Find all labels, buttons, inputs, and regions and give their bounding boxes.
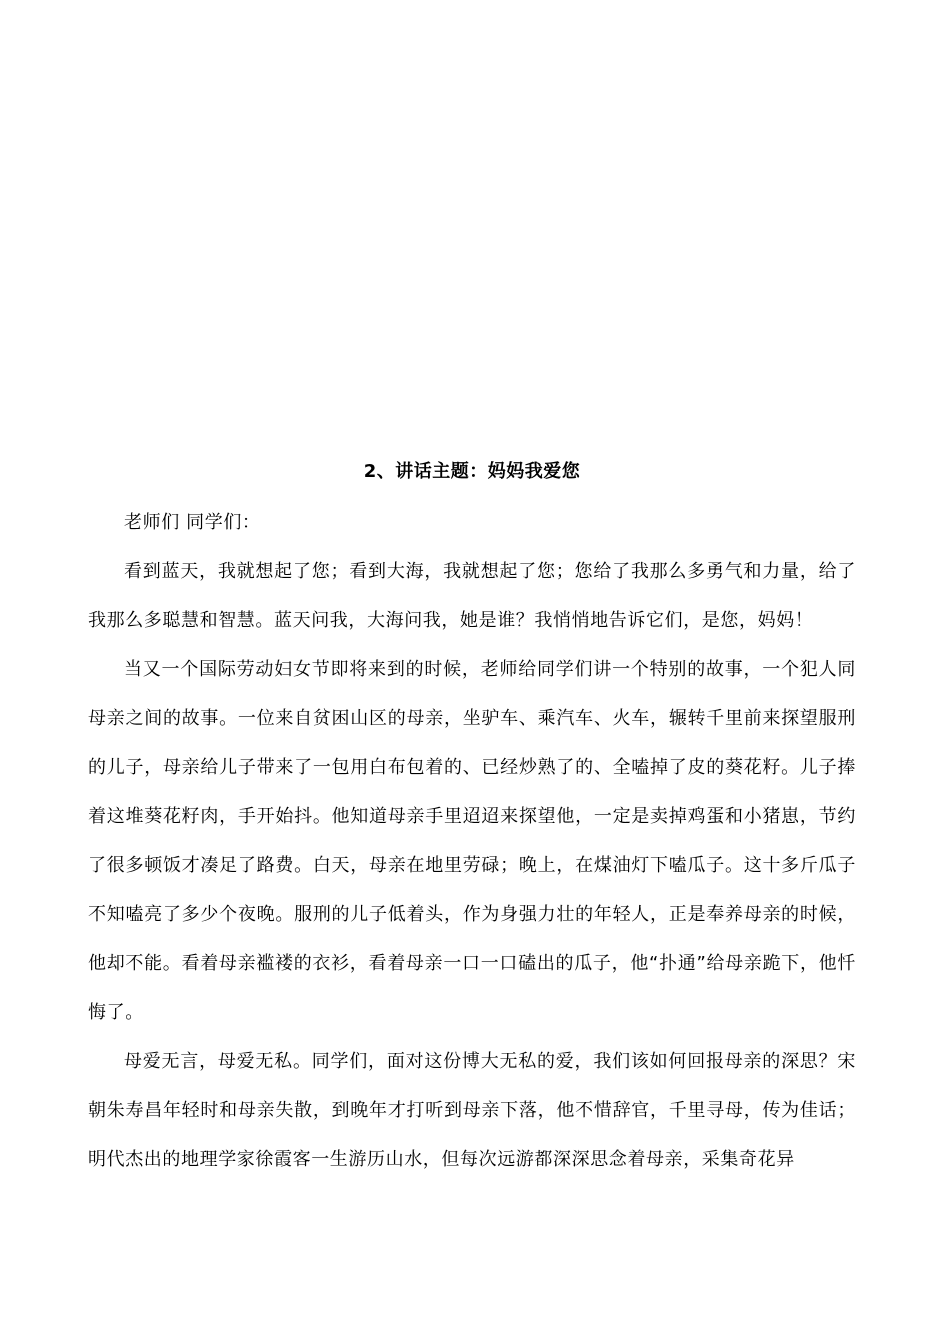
paragraph-3: 母爱无言，母爱无私。同学们，面对这份博大无私的爱，我们该如何回报母亲的深思？宋朝朱寿昌年轻时和母亲失散，到晚年才打听到母亲下落，他不惜辞官，千里寻母，传为佳话；明代杰出的地理学家徐霞客一生游历山水，但每次远游都深深思念着母亲，采集奇花异 (88, 1051, 856, 1170)
document-title: 2、讲话主题：妈妈我爱您 (363, 461, 581, 482)
paragraph-1: 看到蓝天，我就想起了您；看到大海，我就想起了您；您给了我那么多勇气和力量，给了我那么多聪慧和智慧。蓝天问我，大海问我，她是谁？我悄悄地告诉它们，是您，妈妈！ (88, 561, 856, 631)
salutation: 老师们 同学们： (124, 512, 261, 533)
document-page (88, 452, 856, 1184)
paragraph-2: 当又一个国际劳动妇女节即将来到的时候，老师给同学们讲一个特别的故事，一个犯人同母亲之间的故事。一位来自贫困山区的母亲，坐驴车、乘汽车、火车，辗转千里前来探望服刑的儿子，母亲给儿子带来了一包用白布包着的、已经炒熟了的、全嗑掉了皮的葵花籽。儿子捧着这堆葵花籽肉，手开始抖。他知道母亲手里迢迢来探望他，一定是卖掉鸡蛋和小猪崽，节约了很多顿饭才凑足了路费。白天，母亲在地里劳碌；晚上，在煤油灯下嗑瓜子。这十多斤瓜子不知嗑亮了多少个夜晚。服刑的儿子低着头，作为身强力壮的年轻人，正是奉养母亲的时候，他却不能。看着母亲褴褛的衣衫，看着母亲一口一口磕出的瓜子，他“扑通”给母亲跪下，他忏悔了。 (88, 659, 856, 1023)
